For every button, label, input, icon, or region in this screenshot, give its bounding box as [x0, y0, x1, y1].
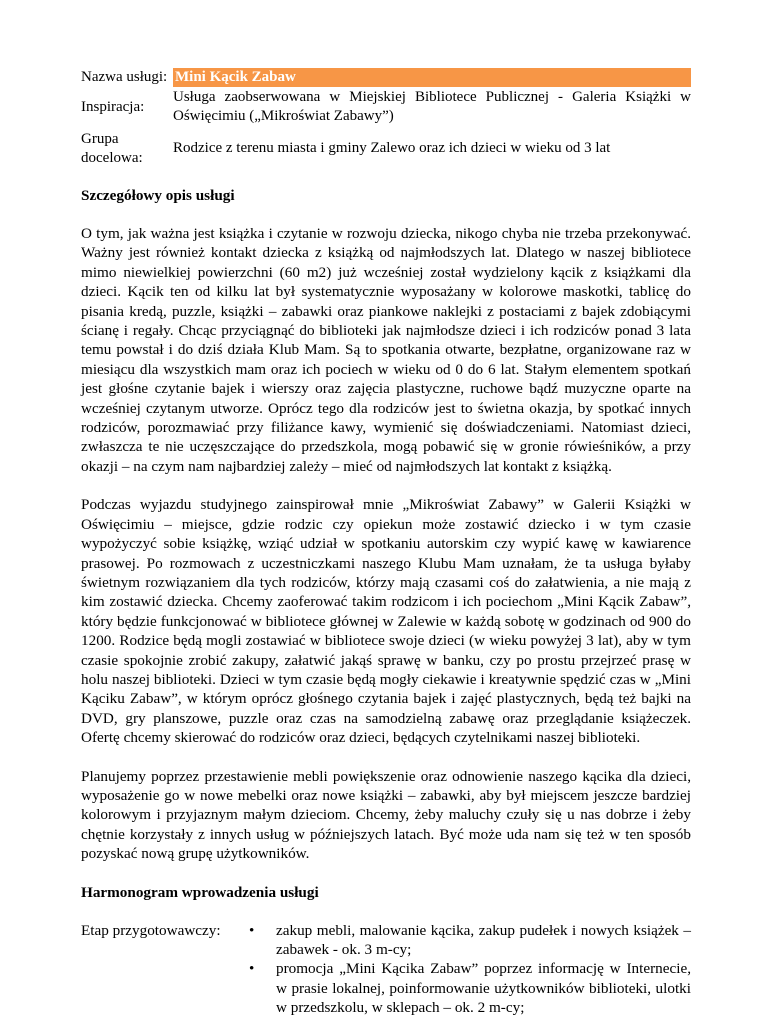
description-heading: Szczegółowy opis usługi — [81, 187, 235, 204]
inspiration-label: Inspiracja: — [81, 98, 145, 115]
target-group-row — [81, 126, 691, 167]
target-group-value: Rodzice z terenu miasta i gminy Zalewo oraz ich dzieci w wieku od 3 lat — [173, 140, 611, 157]
description-paragraph-1: O tym, jak ważna jest książka i czytanie w rozwoju dziecka, nikogo chyba nie trzeba przekonywać. Ważny jest również kontakt dziecka z książką od najmłodszych lat. Dlatego w naszej bibliotece mimo niewielkiej powierzchni (60 m2) już wcześniej został wydzielony kącik z książkami dla dzieci. Kącik ten od kilku lat był systematycznie wyposażany w kolorowe maskotki, tablicę do pisania kredą, puzzle, książki – zabawki oraz piankowe naklejki z postaciami z bajek zdobiącymi ścianę i regały. Chcąc przyciągnąć do biblioteki jak najmłodsze dzieci i ich rodziców ponad 3 lata temu powstał i do dziś działa Klub Mam. Są to spotkania otwarte, bezpłatne, organizowane raz w miesiącu dla wszystkich mam oraz ich pociech w wieku od 0 do 6 lat. Stałym elementem spotkań jest głośne czytanie bajek i wierszy oraz zajęcia plastyczne, ruchowe bądź muzyczne oparte na wcześniej czytanym utworze. Oprócz tego dla rodziców jest to świetna okazja, by spotkać innych rodziców, porozmawiać przy filiżance kawy, wymienić się doświadczeniami. Natomiast dzieci, zwłaszcza te nie uczęszczające do przedszkola, mogą pobawić się w gronie rówieśników, a przy okazji – na czym nam najbardziej zależy – mieć od najmłodszych lat kontakt z książką. — [81, 225, 691, 475]
stage-label: Etap przygotowawczy: — [81, 921, 221, 939]
document-page — [81, 68, 691, 1018]
bullet-icon: • — [249, 921, 255, 939]
list-item-text: promocja „Mini Kącika Zabaw” poprzez informację w Internecie, w prasie lokalnej, poinformowanie użytkowników biblioteki, ulotki w przedszkolu, w sklepach – ok. 2 m-cy; — [276, 960, 691, 1017]
bullet-icon: • — [249, 960, 255, 978]
service-info-table — [81, 68, 691, 167]
list-item-text: zakup mebli, malowanie kącika, zakup pudełek i nowych książek – zabawek - ok. 3 m-cy; — [276, 921, 691, 958]
description-paragraph-2: Podczas wyjazdu studyjnego zainspirował mnie „Mikroświat Zabawy” w Galerii Książki w Oświęcimiu – miejsce, gdzie rodzic czy opiekun może zostawić dziecko i w tym czasie wypożyczyć sobie książkę, wziąć udział w spotkaniu autorskim czy wypić kawę w kawiarence prasowej. Po rozmowach z uczestniczkami naszego Klubu Mam uznałam, że ta usługa byłaby świetnym rozwiązaniem dla tych rodziców, którzy mają czasami coś do załatwienia, a nie mają z kim zostawić dziecka. Chcemy zaoferować takim rodzicom i ich pociechom „Mini Kącik Zabaw”, który będzie funkcjonować w bibliotece głównej w Zalewie w każdą sobotę w godzinach od 900 do 1200. Rodzice będą mogli zostawiać w bibliotece swoje dzieci (w wieku powyżej 3 lat), aby w tym czasie spokojnie zrobić zakupy, załatwić jakąś sprawę w banku, czy po prostu przejrzeć prasę w holu naszej biblioteki. Dzieci w tym czasie będą mogły ciekawie i kreatywnie spędzić czas w „Mini Kąciku Zabaw”, w którym oprócz głośnego czytania bajek i zajęć plastycznych, będą też bajki na DVD, gry planszowe, puzzle oraz czas na samodzielną zabawę oraz przeglądanie książeczek. Ofertę chcemy skierować do rodziców oraz dzieci, będących czytelnikami naszej biblioteki. — [81, 496, 691, 747]
inspiration-row — [81, 88, 691, 126]
inspiration-value: Usługa zaobserwowana w Miejskiej Bibliotece Publicznej - Galeria Książki w Oświęcimiu („Mikroświat Zabawy”) — [173, 89, 691, 124]
target-group-label: Grupa docelowa: — [81, 131, 143, 166]
description-paragraph-3: Planujemy poprzez przestawienie mebli powiększenie oraz odnowienie naszego kącika dla dzieci, wyposażenie go w nowe mebelki oraz nowe książki – zabawki, aby był miejscem jeszcze bardziej kolorowym i przyjaznym małym dzieciom. Chcemy, żeby maluchy czuły się u nas dobrze i żeby chętnie korzystały z innych usług w późniejszych latach. Być może uda nam się też w ten sposób pozyskać nową grupę użytkowników. — [81, 767, 691, 863]
list-item — [248, 959, 691, 1017]
schedule-heading: Harmonogram wprowadzenia usługi — [81, 883, 319, 901]
list-item — [248, 921, 691, 960]
service-name-highlight: Mini Kącik Zabaw — [173, 68, 691, 87]
stage-task-list — [248, 921, 691, 1018]
service-name-row — [81, 68, 691, 88]
service-name-label: Nazwa usługi: — [81, 69, 168, 85]
schedule-section — [81, 921, 691, 1018]
